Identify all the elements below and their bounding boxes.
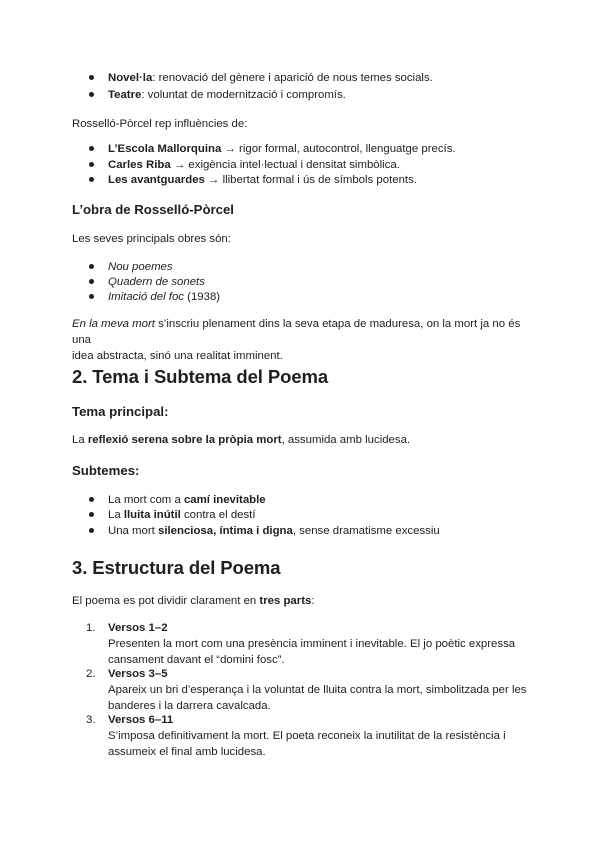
paragraph-text: s’inscriu plenament dins la seva etapa de maduresa, on la mort ja no és una [72, 318, 521, 346]
list-item [108, 507, 548, 523]
list-item-term: L’Escola Mallorquina [108, 143, 222, 155]
list-item-term: camí inevitable [183, 494, 266, 506]
list-item-text: → llibertat formal i ús de símbols potents. [204, 174, 417, 186]
list-item-text: , sense dramatisme excessiu [292, 525, 440, 537]
paragraph-text: El poema es pot dividir clarament en [72, 595, 260, 607]
part-text: Presenten la mort com una presència imminent i inevitable. El jo poètic expressa [108, 638, 516, 650]
part-text: cansament davant el “domini fosc”. [108, 654, 285, 666]
bullet [88, 259, 96, 275]
work-title: Quadern de sonets [108, 276, 205, 288]
part-title: Versos 3–5 [108, 668, 168, 680]
list-item-term: Novel·la [108, 72, 153, 84]
paragraph-text: idea abstracta, sinó una realitat imminent. [72, 350, 283, 362]
work-title: Nou poemes [108, 261, 173, 273]
bullet [88, 157, 96, 173]
poem-title: En la meva mort [72, 318, 155, 330]
tema-heading: Tema principal: [72, 404, 169, 419]
list-item-term: silenciosa, íntima i digna [158, 525, 293, 537]
section-3-title: 3. Estructura del Poema [72, 557, 281, 578]
list-item [108, 523, 548, 539]
list-number: 2. [86, 668, 96, 680]
list-item-text: Una mort [108, 525, 159, 537]
list-item [108, 492, 548, 508]
subtemes-heading: Subtemes: [72, 463, 140, 478]
section-2-title: 2. Tema i Subtema del Poema [72, 366, 329, 387]
meva-mort-paragraph [72, 316, 542, 364]
paragraph-text: : [311, 595, 315, 607]
list-number: 1. [86, 622, 96, 634]
list-item-term: Les avantguardes [108, 174, 205, 186]
list-item [108, 274, 548, 290]
bullet [88, 172, 96, 188]
tema-emphasis: reflexió serena sobre la pròpia mort [87, 434, 282, 446]
list-item-text: → rigor formal, autocontrol, llenguatge precís. [221, 143, 456, 155]
part-text: banderes i la darrera cavalcada. [108, 700, 271, 712]
bullet [88, 523, 96, 539]
obra-intro: Les seves principals obres són: [72, 233, 231, 245]
bullet [88, 289, 96, 305]
obra-heading: L’obra de Rosselló-Pòrcel [72, 202, 234, 217]
list-item-text: La mort com a [108, 494, 184, 506]
work-title: Imitació del foc [108, 291, 184, 303]
part-title: Versos 6–11 [108, 714, 174, 726]
list-item [108, 141, 548, 157]
list-number: 3. [86, 714, 96, 726]
structure-part [108, 620, 548, 668]
list-item-term: lluita inútil [123, 509, 181, 521]
influences-intro: Rosselló-Pòrcel rep influències de: [72, 118, 248, 130]
paragraph-text: La [72, 434, 88, 446]
list-item-text: : voluntat de modernització i compromís. [141, 89, 346, 101]
structure-part [108, 712, 548, 760]
list-item [108, 289, 548, 305]
part-title: Versos 1–2 [108, 622, 168, 634]
intro-emphasis: tres parts [259, 595, 312, 607]
part-text: assumeix el final amb lucidesa. [108, 746, 266, 758]
structure-intro [72, 593, 532, 609]
bullet [88, 87, 96, 103]
work-extra: (1938) [183, 291, 221, 303]
list-item [108, 172, 548, 188]
bullet [88, 141, 96, 157]
list-item-term: Teatre [108, 89, 142, 101]
list-item-text: contra el destí [180, 509, 256, 521]
bullet [88, 492, 96, 508]
structure-part [108, 666, 548, 714]
tema-paragraph [72, 432, 532, 448]
list-item [108, 259, 548, 275]
list-item [108, 87, 548, 103]
part-text: S’imposa definitivament la mort. El poeta reconeix la inutilitat de la resistència i [108, 730, 506, 742]
list-item [108, 70, 548, 86]
part-text: Apareix un bri d’esperança i la voluntat de lluita contra la mort, simbolitzada per les [108, 684, 527, 696]
paragraph-text: , assumida amb lucidesa. [281, 434, 411, 446]
list-item-text: La [108, 509, 124, 521]
list-item-text: → exigència intel·lectual i densitat simbòlica. [170, 159, 400, 171]
list-item [108, 157, 548, 173]
list-item-term: Carles Riba [108, 159, 171, 171]
bullet [88, 70, 96, 86]
bullet [88, 507, 96, 523]
bullet [88, 274, 96, 290]
list-item-text: : renovació del gènere i aparició de nous temes socials. [152, 72, 433, 84]
